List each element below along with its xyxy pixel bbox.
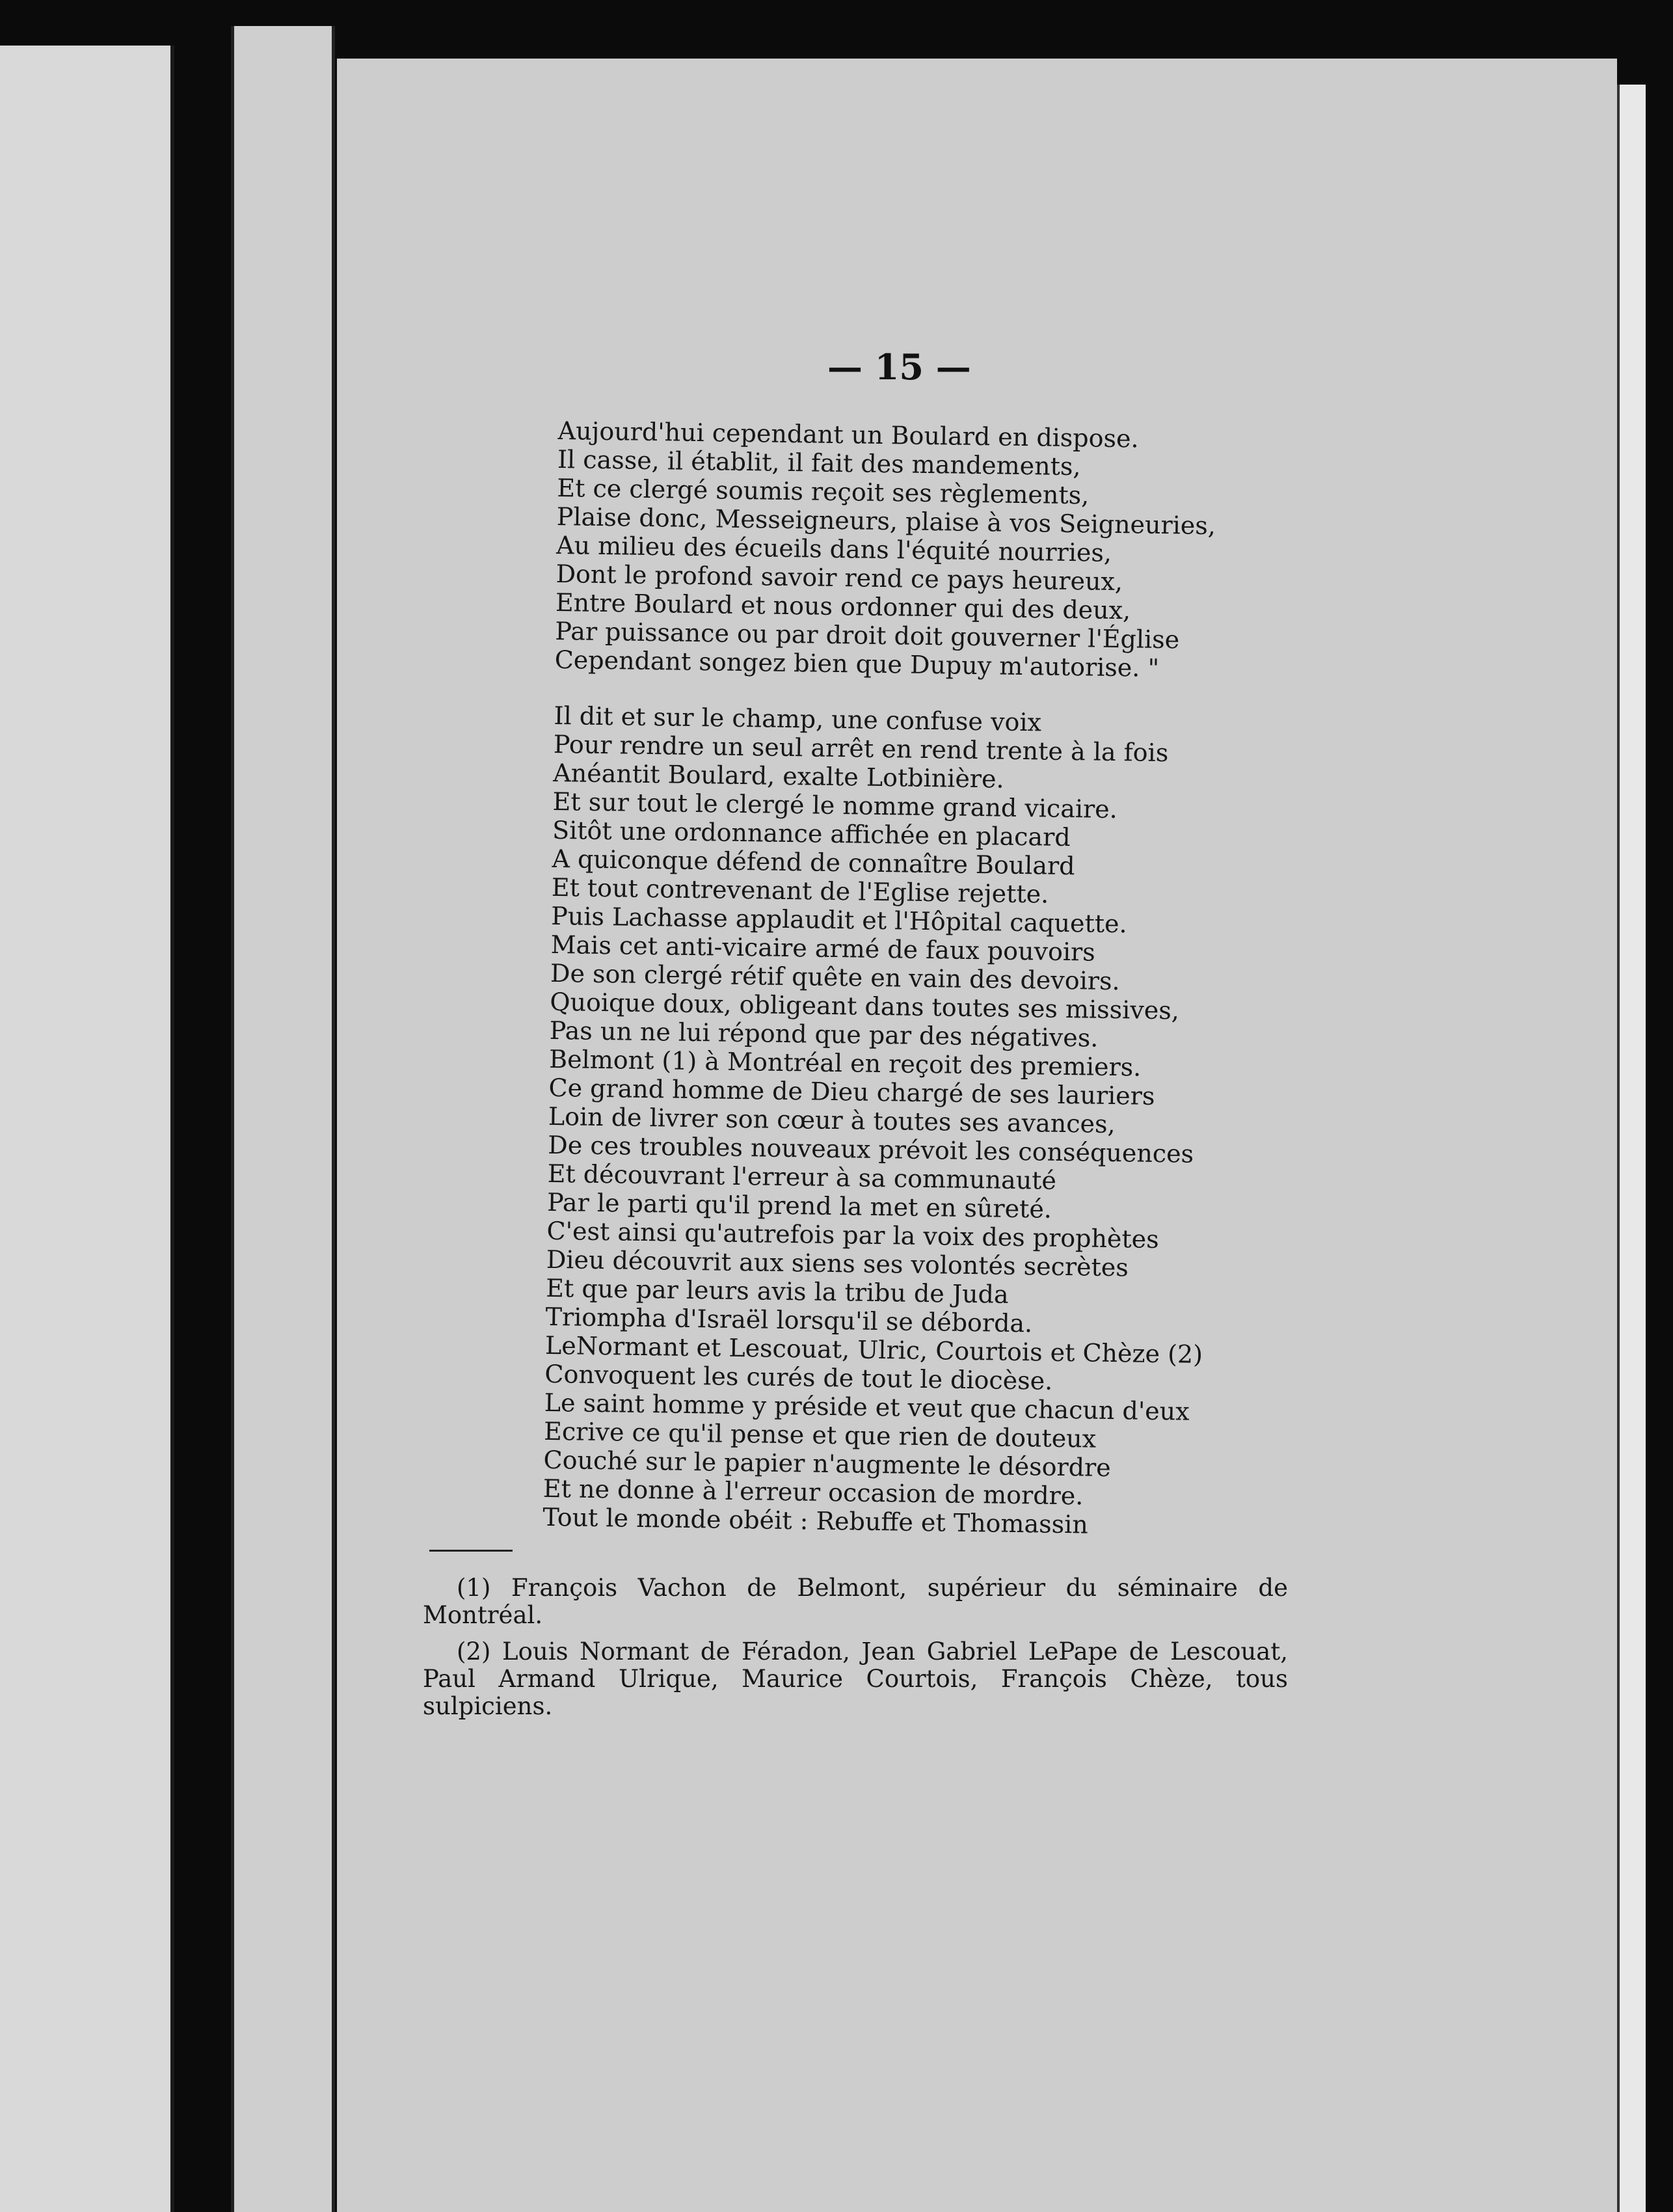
poem-line: Et tout contrevenant de l'Eglise rejette. (551, 872, 1049, 909)
footnote-2: (2) Louis Normant de Féradon, Jean Gabriel LePape de Lescouat, Paul Armand Ulrique, Maurice Courtois, François Chèze, tous sulpiciens. (423, 1638, 1288, 1720)
poem-line: A quiconque défend de connaître Boulard (552, 844, 1075, 881)
poem-line: Sitôt une ordonnance affichée en placard (552, 815, 1071, 852)
stanza (554, 416, 1286, 684)
poem-line: Pour rendre un seul arrêt en rend trente à la fois (553, 729, 1169, 768)
poem-line: Entre Boulard et nous ordonner qui des deux, (555, 587, 1131, 625)
footnote-separator (429, 1550, 513, 1552)
poem-line: Et découvrant l'erreur à sa communauté (547, 1159, 1057, 1195)
poem-line: LeNormant et Lescouat, Ulric, Courtois et Chèze (2) (544, 1330, 1203, 1369)
poem-line: Aujourd'hui cependant un Boulard en dispose. (557, 416, 1139, 453)
poem-line: Plaise donc, Messeigneurs, plaise à vos Seigneuries, (556, 502, 1216, 541)
poem-line: Convoquent les curés de tout le diocèse. (544, 1359, 1053, 1396)
poem-line: Belmont (1) à Montréal en reçoit des premiers. (548, 1044, 1142, 1082)
poem-line: Il dit et sur le champ, une confuse voix (554, 701, 1042, 737)
poem-line: Mais cet anti-vicaire armé de faux pouvoirs (550, 930, 1096, 967)
poem-line: Couché sur le papier n'augmente le désordre (543, 1445, 1111, 1483)
poem-line: Ce grand homme de Dieu chargé de ses lauriers (548, 1073, 1155, 1111)
poem-text (542, 416, 1287, 1541)
poem-line: Ecrive ce qu'il pense et que rien de douteux (543, 1416, 1097, 1453)
poem-line: Et que par leurs avis la tribu de Juda (545, 1273, 1009, 1309)
poem-line: Loin de livrer son cœur à toutes ses avances, (548, 1101, 1116, 1139)
poem-line: Et ce clergé soumis reçoit ses règlements, (557, 473, 1090, 510)
page-edge (1617, 85, 1646, 2212)
poem-line: Pas un ne lui répond que par des négatives. (549, 1016, 1099, 1053)
poem-line: Cependant songez bien que Dupuy m'autorise. " (554, 645, 1160, 682)
stanza (542, 701, 1283, 1542)
poem-line: De ces troubles nouveaux prévoit les conséquences (548, 1130, 1194, 1168)
poem-line: Puis Lachasse applaudit et l'Hôpital caquette. (550, 901, 1127, 939)
poem-line: Et ne donne à l'erreur occasion de mordre. (542, 1474, 1084, 1511)
poem-line: Dieu découvrit aux siens ses volontés secrètes (546, 1245, 1129, 1282)
poem-line: Anéantit Boulard, exalte Lotbinière. (553, 758, 1004, 794)
poem-line: Par puissance ou par droit doit gouverner l'Église (555, 616, 1180, 654)
poem-line: De son clergé rétif quête en vain des devoirs. (550, 958, 1120, 996)
poem-line: Par le parti qu'il prend la met en sûreté. (546, 1187, 1052, 1224)
poem-line: Et sur tout le clergé le nomme grand vicaire. (552, 787, 1118, 824)
footnotes (423, 1574, 1288, 1729)
footnote-1: (1) François Vachon de Belmont, supérieur du séminaire de Montréal. (423, 1574, 1288, 1629)
poem-line: Dont le profond savoir rend ce pays heureux, (555, 559, 1123, 597)
page-number: — 15 — (827, 346, 971, 388)
previous-page-edge (0, 46, 174, 2212)
poem-line: Au milieu des écueils dans l'équité nourries, (555, 530, 1112, 567)
poem-line: C'est ainsi qu'autrefois par la voix des prophètes (546, 1216, 1160, 1254)
poem-line: Triompha d'Israël lorsqu'il se déborda. (545, 1302, 1033, 1338)
poem-line: Le saint homme y préside et veut que chacun d'eux (544, 1388, 1190, 1426)
poem-line: Il casse, il établit, il fait des mandements, (557, 444, 1081, 481)
binding-strip (231, 26, 335, 2212)
poem-line: Tout le monde obéit : Rebuffe et Thomassin (542, 1502, 1089, 1539)
poem-line: Quoique doux, obligeant dans toutes ses missives, (550, 987, 1180, 1025)
